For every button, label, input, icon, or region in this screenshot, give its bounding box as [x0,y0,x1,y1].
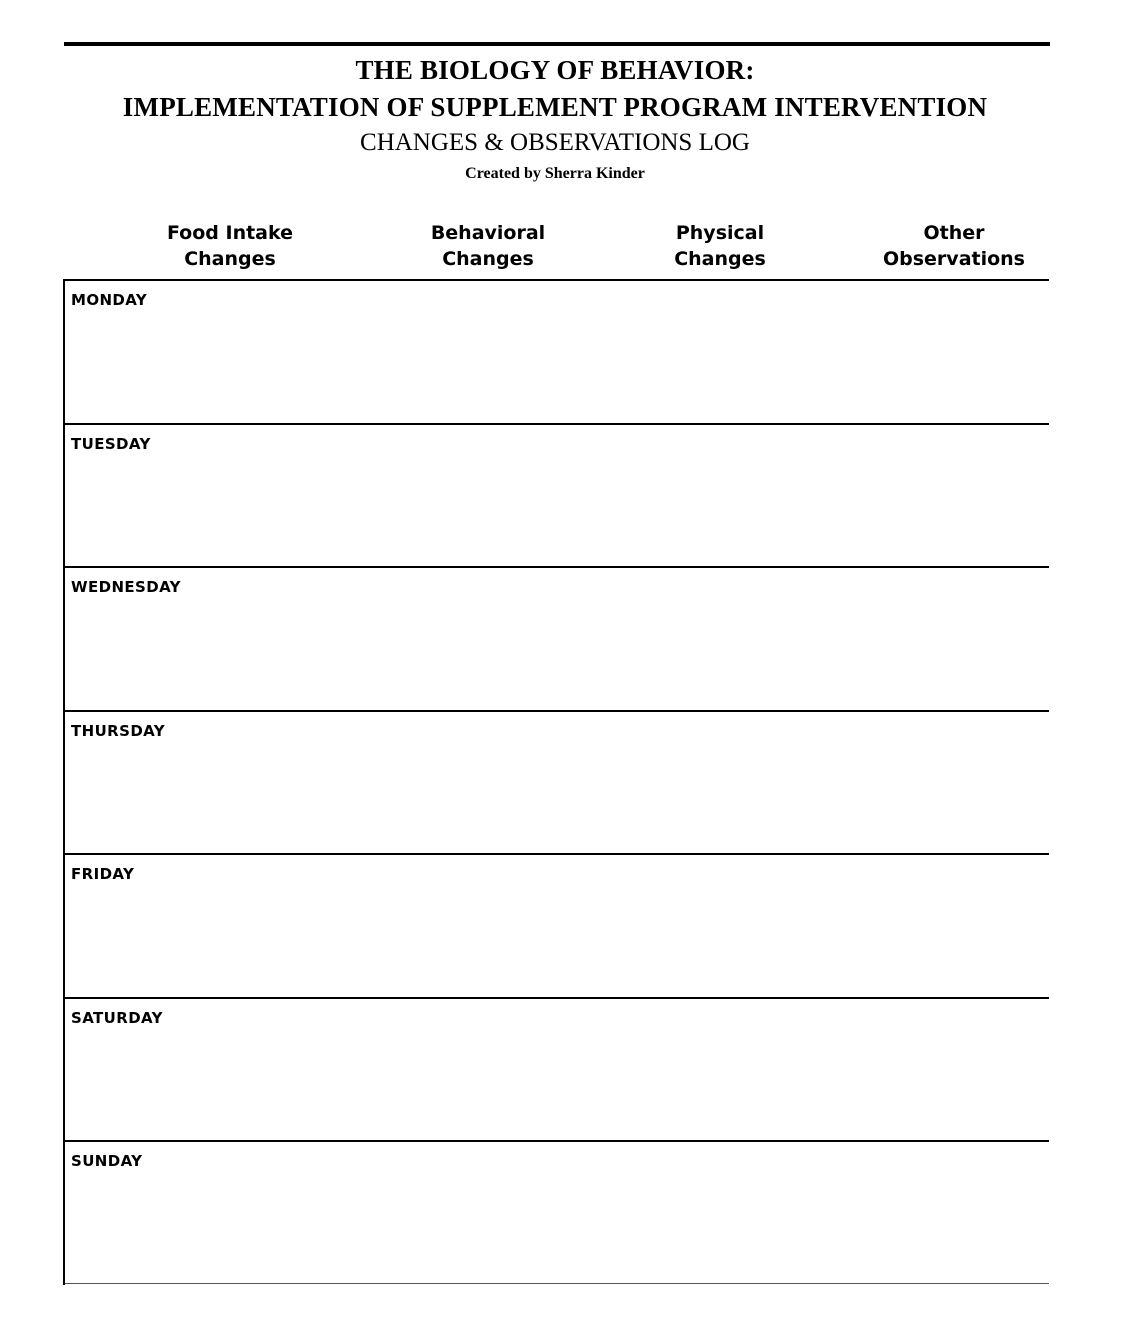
day-row-wednesday[interactable] [65,566,1049,710]
column-headers [0,220,1122,276]
day-label: WEDNESDAY [71,578,181,596]
day-row-thursday[interactable] [65,710,1049,854]
column-header-line2: Changes [674,248,766,270]
column-header-other [834,220,1074,272]
day-label: MONDAY [71,291,148,309]
day-row-tuesday[interactable] [65,423,1049,567]
log-grid [63,279,1049,1285]
day-label: SUNDAY [71,1152,143,1170]
column-header-physical [600,220,840,272]
column-header-line1: Food Intake [166,222,294,244]
day-row-saturday[interactable] [65,997,1049,1141]
page-title-line1: THE BIOLOGY OF BEHAVIOR: [355,55,755,85]
day-label: SATURDAY [71,1008,163,1027]
day-label: FRIDAY [71,865,135,883]
day-label: TUESDAY [71,434,151,453]
day-row-sunday[interactable] [65,1140,1049,1284]
column-header-line2: Observations [882,248,1025,270]
column-header-line1: Behavioral [430,222,546,244]
column-header-line1: Other [923,222,985,244]
page-subtitle: CHANGES & OBSERVATIONS LOG [360,129,750,156]
author-credit: Created by Sherra Kinder [465,165,645,182]
day-row-friday[interactable] [65,853,1049,997]
column-header-line1: Physical [675,222,765,244]
top-rule [64,42,1050,46]
day-row-monday[interactable] [65,279,1049,423]
page-title-line2: IMPLEMENTATION OF SUPPLEMENT PROGRAM INTERVENTION [122,92,988,122]
column-header-line2: Changes [442,248,534,270]
column-header-food-intake [110,220,350,272]
day-label: THURSDAY [71,721,166,740]
column-header-line2: Changes [184,248,276,270]
title-block [0,52,1110,188]
column-header-behavioral [368,220,608,272]
